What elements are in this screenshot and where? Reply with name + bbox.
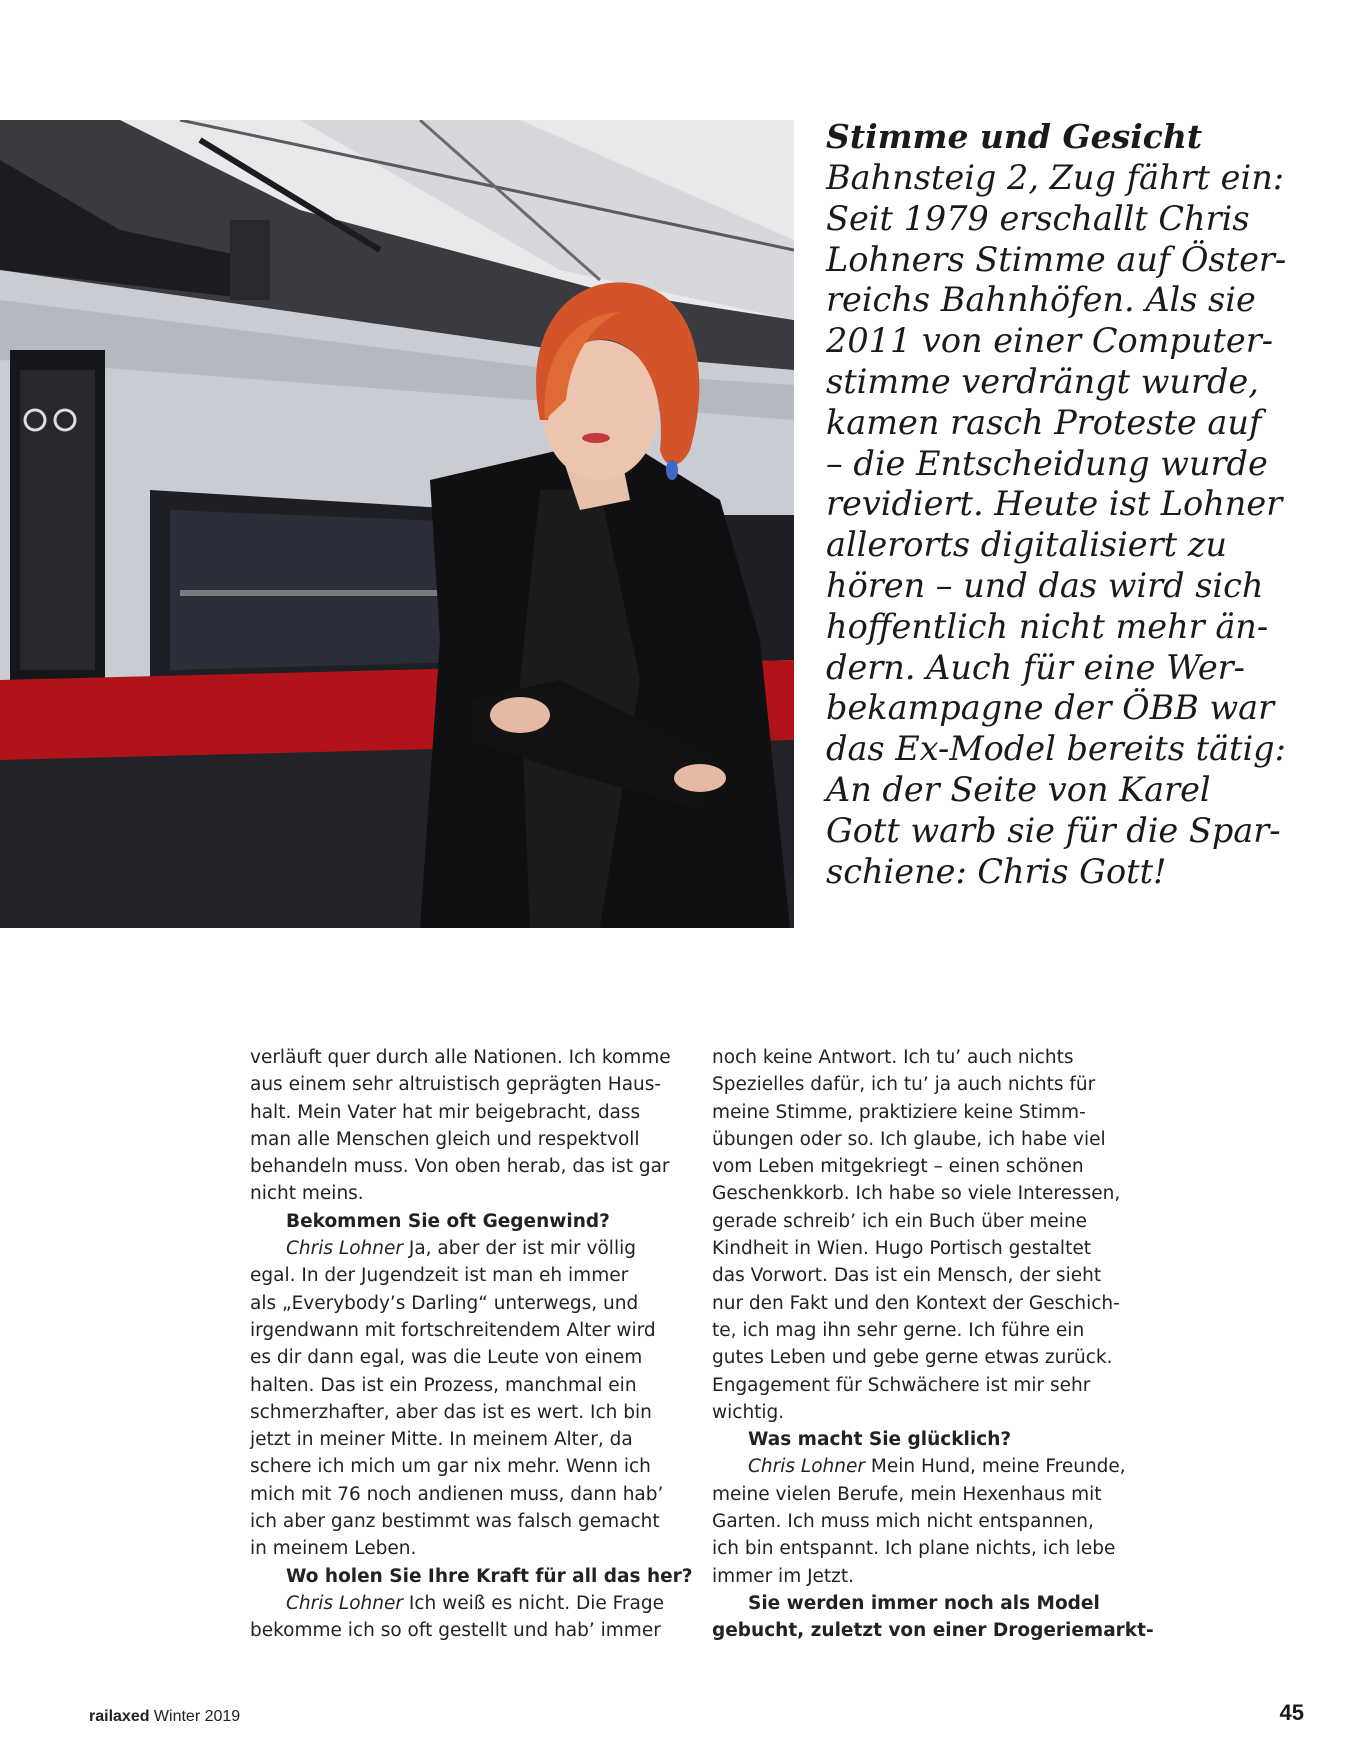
body-line: halt. Mein Vater hat mir beigebracht, dass <box>250 1101 641 1123</box>
body-line: bekomme ich so oft gestellt und hab’ immer <box>250 1620 661 1642</box>
pull-quote-line: hoffentlich nicht mehr än- <box>826 606 1269 646</box>
portrait-photo <box>0 120 794 928</box>
pull-quote-line: allerorts digitalisiert zu <box>826 525 1227 565</box>
page-number: 45 <box>1279 1700 1304 1725</box>
answer-text: Ja, aber der ist mir völlig <box>402 1238 636 1260</box>
pull-quote-line: An der Seite von Karel <box>826 769 1211 809</box>
speaker-name: Chris Lohner <box>286 1592 403 1614</box>
body-line: Geschenkkorb. Ich habe so viele Interessen, <box>712 1183 1121 1205</box>
pull-quote <box>826 116 1326 892</box>
pull-quote-line: 2011 von einer Computer- <box>826 321 1274 361</box>
interview-question: Bekommen Sie oft Gegenwind? <box>286 1210 610 1232</box>
body-line: das Vorwort. Das ist ein Mensch, der sieht <box>712 1265 1102 1287</box>
pull-quote-line: kamen rasch Proteste auf <box>826 402 1262 442</box>
interview-question: Was macht Sie glücklich? <box>748 1429 1012 1451</box>
body-line: schmerzhafter, aber das ist es wert. Ich bin <box>250 1401 652 1423</box>
pull-quote-line: schiene: Chris Gott! <box>826 851 1167 891</box>
body-line: Kindheit in Wien. Hugo Portisch gestaltet <box>712 1238 1091 1260</box>
body-line: immer im Jetzt. <box>712 1565 855 1587</box>
body-line: schere ich mich um gar nix mehr. Wenn ich <box>250 1456 651 1478</box>
interview-question: Sie werden immer noch als Model <box>748 1592 1100 1614</box>
body-line: gutes Leben und gebe gerne etwas zurück. <box>712 1347 1113 1369</box>
pull-quote-title: Stimme und Gesicht <box>826 117 1203 156</box>
body-line: mich mit 76 noch andienen muss, dann hab’ <box>250 1483 664 1505</box>
body-line: übungen oder so. Ich glaube, ich habe viel <box>712 1128 1106 1150</box>
pull-quote-line: Seit 1979 erschallt Chris <box>826 198 1250 238</box>
answer-first-line <box>250 1235 680 1262</box>
pull-quote-line: stimme verdrängt wurde, <box>826 361 1259 401</box>
body-line: meine Stimme, praktiziere keine Stimm- <box>712 1101 1086 1123</box>
pull-quote-line: das Ex-Model bereits tätig: <box>826 729 1286 769</box>
body-line: egal. In der Jugendzeit ist man eh immer <box>250 1265 629 1287</box>
speaker-name: Chris Lohner <box>748 1456 865 1478</box>
pull-quote-line: bekampagne der ÖBB war <box>826 688 1275 728</box>
pull-quote-line: reichs Bahnhöfen. Als sie <box>826 280 1256 320</box>
speaker-name: Chris Lohner <box>286 1238 403 1260</box>
pull-quote-body <box>826 158 1326 892</box>
article-column-left <box>250 1044 693 1645</box>
body-line: Engagement für Schwächere ist mir sehr <box>712 1374 1091 1396</box>
body-line: ich bin entspannt. Ich plane nichts, ich lebe <box>712 1538 1116 1560</box>
body-line: noch keine Antwort. Ich tu’ auch nichts <box>712 1047 1074 1068</box>
page-footer <box>89 1708 240 1726</box>
body-line: ich aber ganz bestimmt was falsch gemacht <box>250 1511 660 1533</box>
answer-first-line <box>712 1453 1142 1480</box>
body-line: Garten. Ich muss mich nicht entspannen, <box>712 1511 1094 1533</box>
pull-quote-line: Bahnsteig 2, Zug fährt ein: <box>826 158 1285 197</box>
interview-question: Wo holen Sie Ihre Kraft für all das her? <box>286 1565 693 1587</box>
body-line: in meinem Leben. <box>250 1538 417 1560</box>
pull-quote-line: revidiert. Heute ist Lohner <box>826 484 1283 524</box>
body-line: meine vielen Berufe, mein Hexenhaus mit <box>712 1483 1102 1505</box>
article-column-right <box>712 1044 1154 1645</box>
body-line: als „Everybody’s Darling“ unterwegs, und <box>250 1292 639 1314</box>
answer-first-line <box>250 1590 680 1617</box>
body-line: es dir dann egal, was die Leute von einem <box>250 1347 643 1369</box>
pull-quote-line: dern. Auch für eine Wer- <box>826 647 1245 687</box>
body-line: wichtig. <box>712 1401 785 1423</box>
pull-quote-line: hören – und das wird sich <box>826 565 1264 605</box>
body-line: Spezielles dafür, ich tu’ ja auch nichts für <box>712 1074 1096 1096</box>
body-line: vom Leben mitgekriegt – einen schönen <box>712 1156 1084 1178</box>
pull-quote-line: Gott warb sie für die Spar- <box>826 810 1281 850</box>
issue-label: Winter 2019 <box>149 1708 241 1725</box>
body-line: halten. Das ist ein Prozess, manchmal ein <box>250 1374 637 1396</box>
body-line: nur den Fakt und den Kontext der Geschich- <box>712 1292 1120 1314</box>
body-line: verläuft quer durch alle Nationen. Ich komme <box>250 1047 671 1068</box>
photo-illustration <box>0 120 794 928</box>
body-line: aus einem sehr altruistisch geprägten Haus- <box>250 1074 662 1096</box>
body-line: man alle Menschen gleich und respektvoll <box>250 1128 640 1150</box>
body-line: jetzt in meiner Mitte. In meinem Alter, da <box>250 1429 633 1451</box>
body-line: irgendwann mit fortschreitendem Alter wird <box>250 1319 656 1341</box>
body-line: behandeln muss. Von oben herab, das ist gar <box>250 1156 670 1178</box>
answer-text: Ich weiß es nicht. Die Frage <box>402 1592 664 1614</box>
body-line: gerade schreib’ ich ein Buch über meine <box>712 1210 1088 1232</box>
body-line: nicht meins. <box>250 1183 364 1205</box>
magazine-brand: railaxed <box>89 1708 150 1725</box>
answer-text: Mein Hund, meine Freunde, <box>864 1456 1126 1478</box>
pull-quote-line: Lohners Stimme auf Öster- <box>826 239 1287 279</box>
interview-question: gebucht, zuletzt von einer Drogeriemarkt- <box>712 1620 1154 1642</box>
body-line: te, ich mag ihn sehr gerne. Ich führe ein <box>712 1319 1085 1341</box>
pull-quote-line: – die Entscheidung wurde <box>826 443 1268 483</box>
